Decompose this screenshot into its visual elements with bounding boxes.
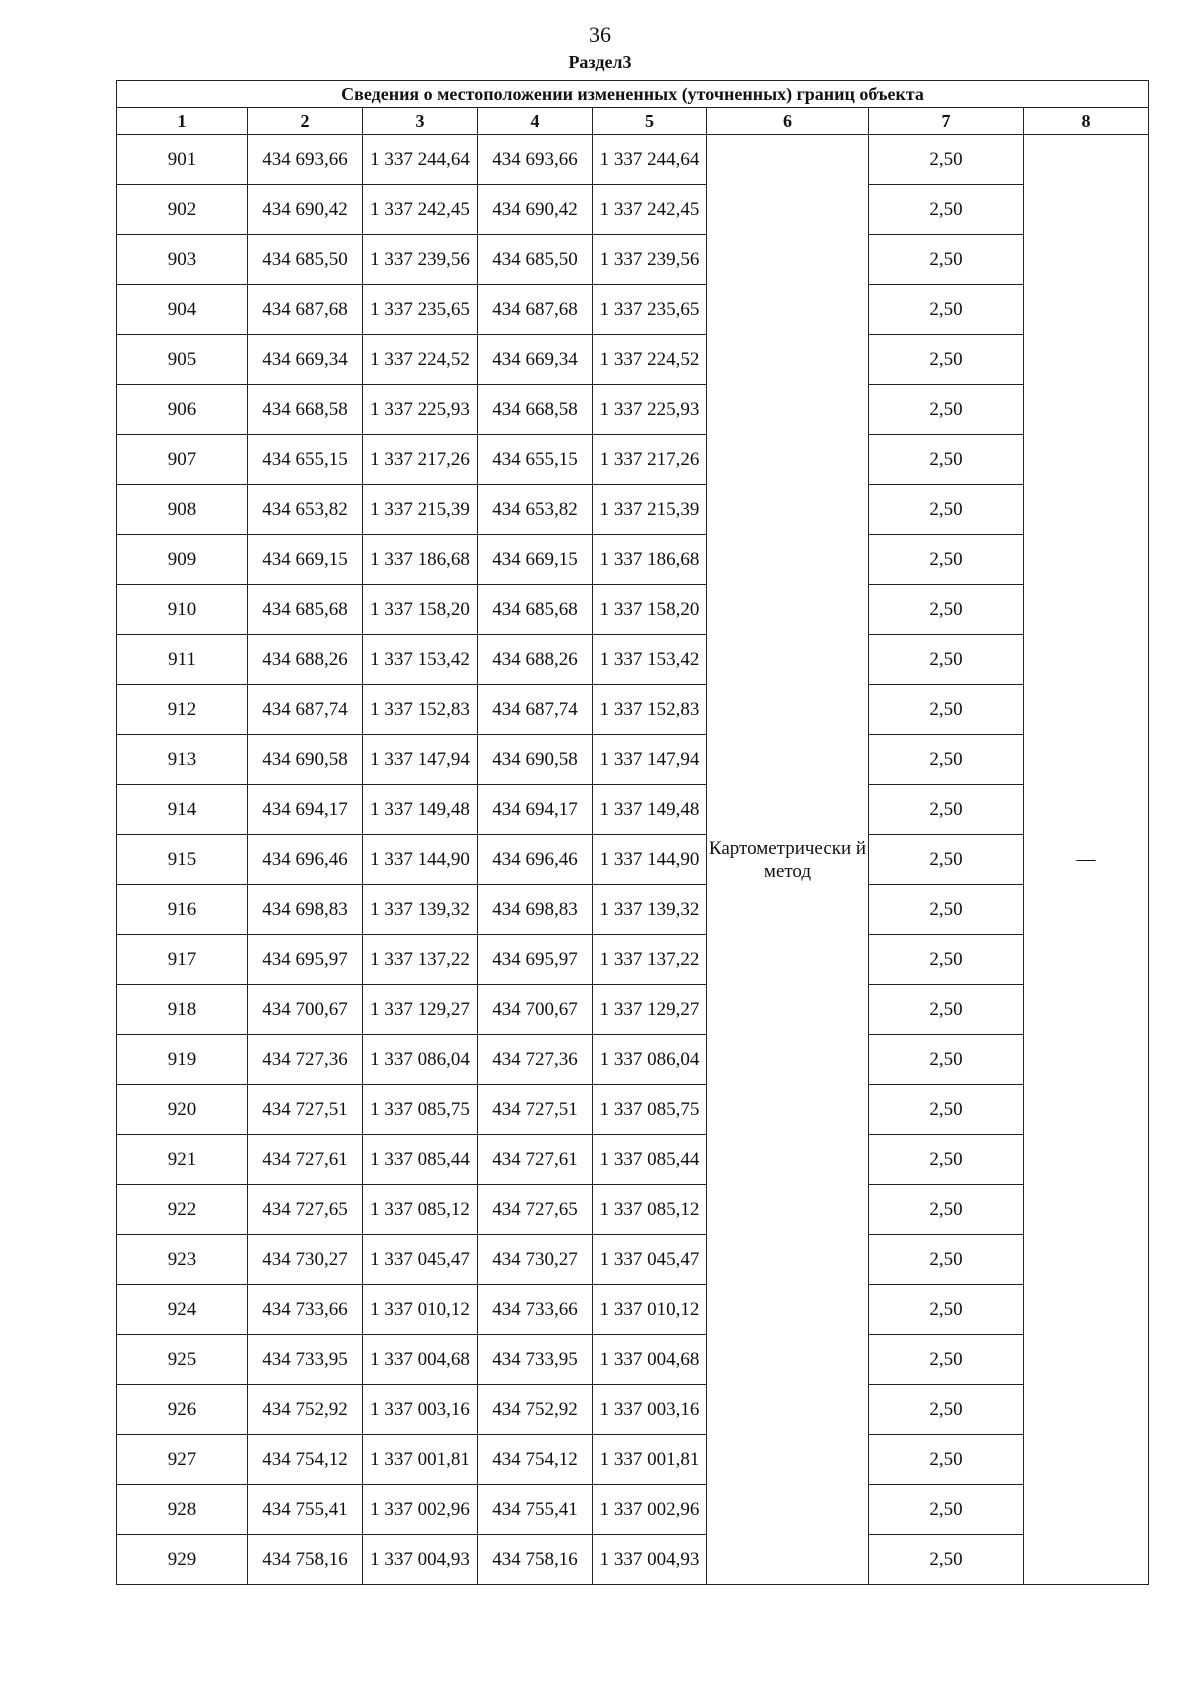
coordinate-cell: 434 655,15 — [478, 435, 593, 485]
table-row — [117, 135, 1149, 185]
coordinate-cell: 1 337 086,04 — [593, 1035, 707, 1085]
accuracy-cell: 2,50 — [869, 1285, 1024, 1335]
accuracy-cell: 2,50 — [869, 1085, 1024, 1135]
coordinate-cell: 434 653,82 — [248, 485, 363, 535]
coordinate-cell: 434 668,58 — [478, 385, 593, 435]
coordinate-cell: 1 337 158,20 — [593, 585, 707, 635]
point-number-cell: 919 — [117, 1035, 248, 1085]
point-number-cell: 921 — [117, 1135, 248, 1185]
table-row — [117, 535, 1149, 585]
coordinate-cell: 1 337 215,39 — [363, 485, 478, 535]
coordinate-cell: 1 337 217,26 — [363, 435, 478, 485]
column-header: 6 — [707, 108, 869, 135]
coordinate-cell: 1 337 085,44 — [363, 1135, 478, 1185]
point-number-cell: 923 — [117, 1235, 248, 1285]
table-row — [117, 835, 1149, 885]
table-row — [117, 485, 1149, 535]
coordinate-cell: 1 337 153,42 — [593, 635, 707, 685]
table-row — [117, 235, 1149, 285]
coordinate-cell: 434 727,36 — [478, 1035, 593, 1085]
coordinate-cell: 1 337 085,12 — [363, 1185, 478, 1235]
coordinate-cell: 434 668,58 — [248, 385, 363, 435]
coordinate-cell: 1 337 235,65 — [363, 285, 478, 335]
coordinate-cell: 434 758,16 — [478, 1535, 593, 1585]
accuracy-cell: 2,50 — [869, 785, 1024, 835]
coordinate-cell: 434 758,16 — [248, 1535, 363, 1585]
accuracy-cell: 2,50 — [869, 1035, 1024, 1085]
coordinate-cell: 1 337 144,90 — [593, 835, 707, 885]
coordinate-cell: 1 337 002,96 — [593, 1485, 707, 1535]
coordinate-cell: 1 337 244,64 — [363, 135, 478, 185]
coordinate-cell: 434 688,26 — [248, 635, 363, 685]
coordinate-cell: 434 693,66 — [248, 135, 363, 185]
col8-dash-cell: — — [1024, 135, 1149, 1585]
coordinate-cell: 434 733,95 — [478, 1335, 593, 1385]
point-number-cell: 909 — [117, 535, 248, 585]
coordinate-cell: 1 337 001,81 — [593, 1435, 707, 1485]
coordinate-cell: 1 337 152,83 — [593, 685, 707, 735]
coordinate-cell: 434 688,26 — [478, 635, 593, 685]
accuracy-cell: 2,50 — [869, 985, 1024, 1035]
table-row — [117, 335, 1149, 385]
point-number-cell: 929 — [117, 1535, 248, 1585]
coordinate-cell: 434 755,41 — [478, 1485, 593, 1535]
coordinate-cell: 1 337 217,26 — [593, 435, 707, 485]
point-number-cell: 914 — [117, 785, 248, 835]
point-number-cell: 902 — [117, 185, 248, 235]
coordinate-cell: 1 337 085,75 — [363, 1085, 478, 1135]
coordinate-cell: 434 685,50 — [478, 235, 593, 285]
accuracy-cell: 2,50 — [869, 435, 1024, 485]
coordinate-cell: 434 733,66 — [248, 1285, 363, 1335]
coordinate-cell: 434 687,68 — [478, 285, 593, 335]
coordinate-cell: 434 685,68 — [478, 585, 593, 635]
point-number-cell: 917 — [117, 935, 248, 985]
coordinate-cell: 1 337 085,12 — [593, 1185, 707, 1235]
point-number-cell: 920 — [117, 1085, 248, 1135]
coordinate-cell: 434 669,15 — [478, 535, 593, 585]
coordinate-cell: 434 727,61 — [248, 1135, 363, 1185]
table-row — [117, 1235, 1149, 1285]
coordinate-cell: 434 755,41 — [248, 1485, 363, 1535]
accuracy-cell: 2,50 — [869, 535, 1024, 585]
accuracy-cell: 2,50 — [869, 685, 1024, 735]
coordinate-cell: 434 685,50 — [248, 235, 363, 285]
coordinate-cell: 1 337 225,93 — [363, 385, 478, 435]
coordinate-cell: 434 700,67 — [248, 985, 363, 1035]
accuracy-cell: 2,50 — [869, 635, 1024, 685]
point-number-cell: 901 — [117, 135, 248, 185]
point-number-cell: 912 — [117, 685, 248, 735]
coordinate-cell: 1 337 085,44 — [593, 1135, 707, 1185]
point-number-cell: 918 — [117, 985, 248, 1035]
coordinate-cell: 1 337 004,93 — [363, 1535, 478, 1585]
point-number-cell: 925 — [117, 1335, 248, 1385]
coordinate-cell: 1 337 085,75 — [593, 1085, 707, 1135]
coordinate-cell: 434 700,67 — [478, 985, 593, 1035]
accuracy-cell: 2,50 — [869, 1435, 1024, 1485]
column-header: 4 — [478, 108, 593, 135]
coordinate-cell: 434 694,17 — [248, 785, 363, 835]
accuracy-cell: 2,50 — [869, 735, 1024, 785]
coordinate-cell: 1 337 244,64 — [593, 135, 707, 185]
coordinate-cell: 1 337 137,22 — [363, 935, 478, 985]
coordinate-cell: 434 752,92 — [478, 1385, 593, 1435]
coordinate-cell: 434 653,82 — [478, 485, 593, 535]
coordinate-cell: 434 687,68 — [248, 285, 363, 335]
method-cell: Картометрически й метод — [707, 135, 869, 1585]
coordinate-cell: 1 337 242,45 — [593, 185, 707, 235]
coordinate-cell: 1 337 139,32 — [593, 885, 707, 935]
coordinate-cell: 1 337 045,47 — [593, 1235, 707, 1285]
table-row — [117, 385, 1149, 435]
coordinate-cell: 1 337 010,12 — [363, 1285, 478, 1335]
coordinate-cell: 1 337 129,27 — [593, 985, 707, 1035]
accuracy-cell: 2,50 — [869, 1135, 1024, 1185]
coordinate-cell: 1 337 144,90 — [363, 835, 478, 885]
table-row — [117, 1335, 1149, 1385]
table-row — [117, 1035, 1149, 1085]
coordinate-cell: 434 687,74 — [248, 685, 363, 735]
point-number-cell: 915 — [117, 835, 248, 885]
column-number-row — [117, 108, 1149, 135]
coordinate-cell: 1 337 186,68 — [363, 535, 478, 585]
point-number-cell: 911 — [117, 635, 248, 685]
column-header: 5 — [593, 108, 707, 135]
coordinate-cell: 1 337 225,93 — [593, 385, 707, 435]
point-number-cell: 922 — [117, 1185, 248, 1235]
coordinate-cell: 1 337 129,27 — [363, 985, 478, 1035]
coordinate-cell: 434 754,12 — [478, 1435, 593, 1485]
point-number-cell: 916 — [117, 885, 248, 935]
coordinate-cell: 434 698,83 — [248, 885, 363, 935]
point-number-cell: 904 — [117, 285, 248, 335]
table-row — [117, 635, 1149, 685]
table-row — [117, 1485, 1149, 1535]
coordinate-cell: 434 690,58 — [248, 735, 363, 785]
coordinate-cell: 1 337 235,65 — [593, 285, 707, 335]
coordinate-cell: 1 337 139,32 — [363, 885, 478, 935]
coordinate-cell: 1 337 239,56 — [593, 235, 707, 285]
boundary-table — [116, 80, 1149, 1585]
coordinate-cell: 434 730,27 — [478, 1235, 593, 1285]
table-row — [117, 1185, 1149, 1235]
coordinate-cell: 434 730,27 — [248, 1235, 363, 1285]
coordinate-cell: 1 337 239,56 — [363, 235, 478, 285]
table-row — [117, 1135, 1149, 1185]
table-row — [117, 1085, 1149, 1135]
coordinate-cell: 434 694,17 — [478, 785, 593, 835]
coordinate-cell: 434 655,15 — [248, 435, 363, 485]
coordinate-cell: 434 690,58 — [478, 735, 593, 785]
table-row — [117, 435, 1149, 485]
column-header: 3 — [363, 108, 478, 135]
coordinate-cell: 1 337 153,42 — [363, 635, 478, 685]
section-title: Раздел3 — [568, 52, 632, 72]
coordinate-cell: 1 337 010,12 — [593, 1285, 707, 1335]
coordinate-cell: 1 337 215,39 — [593, 485, 707, 535]
coordinate-cell: 1 337 086,04 — [363, 1035, 478, 1085]
coordinate-cell: 1 337 152,83 — [363, 685, 478, 735]
accuracy-cell: 2,50 — [869, 835, 1024, 885]
coordinate-cell: 434 690,42 — [248, 185, 363, 235]
table-row — [117, 935, 1149, 985]
coordinate-cell: 434 754,12 — [248, 1435, 363, 1485]
coordinate-cell: 1 337 004,68 — [593, 1335, 707, 1385]
coordinate-cell: 1 337 137,22 — [593, 935, 707, 985]
accuracy-cell: 2,50 — [869, 135, 1024, 185]
accuracy-cell: 2,50 — [869, 1385, 1024, 1435]
coordinate-cell: 434 695,97 — [478, 935, 593, 985]
accuracy-cell: 2,50 — [869, 1485, 1024, 1535]
column-header: 2 — [248, 108, 363, 135]
coordinate-cell: 434 693,66 — [478, 135, 593, 185]
accuracy-cell: 2,50 — [869, 885, 1024, 935]
table-row — [117, 1285, 1149, 1335]
coordinate-cell: 434 727,51 — [248, 1085, 363, 1135]
accuracy-cell: 2,50 — [869, 235, 1024, 285]
accuracy-cell: 2,50 — [869, 1185, 1024, 1235]
table-row — [117, 885, 1149, 935]
coordinate-cell: 434 696,46 — [478, 835, 593, 885]
coordinate-cell: 434 752,92 — [248, 1385, 363, 1435]
accuracy-cell: 2,50 — [869, 585, 1024, 635]
table-row — [117, 585, 1149, 635]
coordinate-cell: 1 337 224,52 — [363, 335, 478, 385]
coordinate-cell: 1 337 186,68 — [593, 535, 707, 585]
coordinate-cell: 434 669,34 — [248, 335, 363, 385]
coordinate-cell: 434 733,95 — [248, 1335, 363, 1385]
coordinate-cell: 1 337 242,45 — [363, 185, 478, 235]
table-row — [117, 785, 1149, 835]
table-row — [117, 735, 1149, 785]
coordinate-cell: 1 337 045,47 — [363, 1235, 478, 1285]
table-row — [117, 1385, 1149, 1435]
point-number-cell: 908 — [117, 485, 248, 535]
coordinate-cell: 1 337 003,16 — [593, 1385, 707, 1435]
coordinate-cell: 434 727,51 — [478, 1085, 593, 1135]
coordinate-cell: 434 669,15 — [248, 535, 363, 585]
accuracy-cell: 2,50 — [869, 485, 1024, 535]
accuracy-cell: 2,50 — [869, 185, 1024, 235]
coordinate-cell: 1 337 224,52 — [593, 335, 707, 385]
coordinate-cell: 1 337 149,48 — [363, 785, 478, 835]
accuracy-cell: 2,50 — [869, 1535, 1024, 1585]
point-number-cell: 910 — [117, 585, 248, 635]
coordinate-cell: 434 727,65 — [248, 1185, 363, 1235]
coordinate-cell: 1 337 158,20 — [363, 585, 478, 635]
coordinate-cell: 434 695,97 — [248, 935, 363, 985]
coordinate-cell: 434 727,36 — [248, 1035, 363, 1085]
point-number-cell: 926 — [117, 1385, 248, 1435]
column-header: 1 — [117, 108, 248, 135]
table-row — [117, 285, 1149, 335]
coordinate-cell: 434 696,46 — [248, 835, 363, 885]
page-number: 36 — [589, 22, 611, 47]
coordinate-cell: 434 733,66 — [478, 1285, 593, 1335]
coordinate-cell: 1 337 001,81 — [363, 1435, 478, 1485]
point-number-cell: 905 — [117, 335, 248, 385]
coordinate-cell: 434 669,34 — [478, 335, 593, 385]
coordinate-cell: 1 337 003,16 — [363, 1385, 478, 1435]
column-header: 8 — [1024, 108, 1149, 135]
point-number-cell: 924 — [117, 1285, 248, 1335]
table-row — [117, 685, 1149, 735]
coordinate-cell: 434 727,65 — [478, 1185, 593, 1235]
accuracy-cell: 2,50 — [869, 385, 1024, 435]
table-row — [117, 1435, 1149, 1485]
point-number-cell: 927 — [117, 1435, 248, 1485]
point-number-cell: 903 — [117, 235, 248, 285]
coordinate-cell: 1 337 147,94 — [363, 735, 478, 785]
table-caption: Сведения о местоположении измененных (уточненных) границ объекта — [117, 81, 1149, 108]
coordinate-cell: 434 727,61 — [478, 1135, 593, 1185]
coordinate-cell: 1 337 002,96 — [363, 1485, 478, 1535]
coordinate-cell: 434 687,74 — [478, 685, 593, 735]
coordinate-cell: 434 685,68 — [248, 585, 363, 635]
accuracy-cell: 2,50 — [869, 285, 1024, 335]
point-number-cell: 906 — [117, 385, 248, 435]
accuracy-cell: 2,50 — [869, 935, 1024, 985]
coordinate-cell: 434 690,42 — [478, 185, 593, 235]
coordinate-cell: 434 698,83 — [478, 885, 593, 935]
accuracy-cell: 2,50 — [869, 1335, 1024, 1385]
table-row — [117, 185, 1149, 235]
accuracy-cell: 2,50 — [869, 335, 1024, 385]
point-number-cell: 928 — [117, 1485, 248, 1535]
coordinate-cell: 1 337 147,94 — [593, 735, 707, 785]
coordinate-cell: 1 337 149,48 — [593, 785, 707, 835]
point-number-cell: 907 — [117, 435, 248, 485]
coordinate-cell: 1 337 004,93 — [593, 1535, 707, 1585]
table-row — [117, 985, 1149, 1035]
column-header: 7 — [869, 108, 1024, 135]
accuracy-cell: 2,50 — [869, 1235, 1024, 1285]
coordinate-cell: 1 337 004,68 — [363, 1335, 478, 1385]
table-row — [117, 1535, 1149, 1585]
point-number-cell: 913 — [117, 735, 248, 785]
